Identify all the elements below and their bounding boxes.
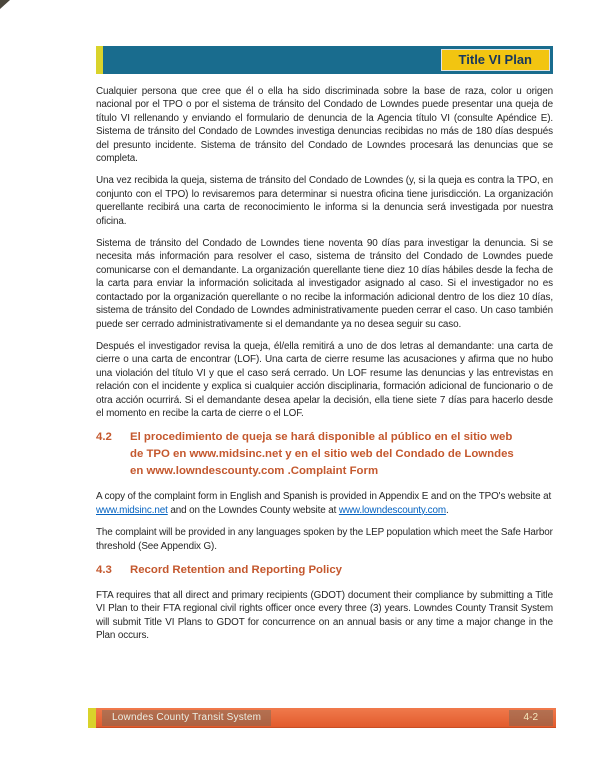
paragraph-complaint-form-availability	[96, 490, 553, 517]
footer-yellow-accent-square	[88, 708, 96, 728]
paragraph-lep-languages: The complaint will be provided in any languages spoken by the LEP population which meet the Safe Harbor threshold (See Appendix G).	[96, 527, 553, 552]
paragraph-complaint-review-es: Una vez recibida la queja, sistema de tránsito del Condado de Lowndes (y, si la queja es contra la TPO, en conjunto con el TPO) lo revisaremos para determinar si nuestra oficina tiene jurisdicción. La organización querellante recibirá una carta de reconocimiento le informa si la denuncia será investigada por nuestra oficina.	[96, 175, 553, 227]
paragraph-investigator-letters-es: Después el investigador revisa la queja, él/ella remitirá a uno de dos letras al demandante: una carta de cierre o una carta de encontrar (LOF). Una carta de cierre resume las acusaciones y afirma que no hubo una violación del título VI y que el caso será cerrado. Un LOF resume las denuncias y las entrevistas en relación con el incidente y explica si cualquier acción disciplinaria, formación adicional de funcionario o de otra acción ocurrirá. Si el demandante desea apelar la decisión, ella tiene siete 7 días para hacerlo desde el momento en recibe la carta de cierre o el LOF.	[96, 340, 553, 419]
paragraph-investigation-period-es: Sistema de tránsito del Condado de Lowndes tiene noventa 90 días para investigar la denuncia. Si se necesita más información para resolver el caso, sistema de tránsito del Condado de Lowndes puede comunicarse con el demandante. La organización querellante tiene diez 10 días hábiles desde la fecha de la carta para enviar la información solicitada al investigador asignado al caso. Si el investigador no es contactado por la organización querellante o no recibe la información adicional dentro de los diez 10 días, sistema de tránsito del Condado de Lowndes administrativamente pueden cerrar el caso. Un caso también puede ser cerrado administrativamente si el demandante ya no desea seguir su caso.	[96, 238, 553, 330]
complaint-form-text-2: and on the Lowndes County website at	[167, 504, 339, 516]
footer-document-label: Lowndes County Transit System	[102, 710, 271, 726]
header-teal-band	[103, 46, 553, 74]
page-header-band	[96, 46, 553, 74]
section-heading-4-2	[96, 429, 553, 480]
page-title: Title VI Plan	[441, 49, 550, 71]
footer-orange-bar	[96, 708, 556, 728]
complaint-form-text-1: A copy of the complaint form in English and Spanish is provided in Appendix E and on the TPO's website at	[96, 491, 552, 503]
complaint-form-text-3: .	[445, 504, 449, 516]
footer-page-number: 4-2	[509, 710, 553, 726]
link-midsinc[interactable]: www.midsinc.net	[96, 504, 168, 516]
document-body	[96, 85, 553, 652]
scan-corner-artifact	[0, 0, 10, 9]
paragraph-complaint-filing-es: Cualquier persona que cree que él o ella ha sido discriminada sobre la base de raza, color u origen nacional por el TPO o por el sistema de tránsito del Condado de Lowndes puede presentar una queja de título VI rellenando y enviando el formulario de denuncia de la Agencia título VI (consulte Apéndice E). Sistema de tránsito del Condado de Lowndes investiga denuncias recibidas no más de 180 días después del presunto incidente. Sistema de tránsito del Condado de Lowndes procesará las denuncias que se completa.	[96, 86, 553, 165]
section-number-4-2: 4.2	[96, 431, 112, 444]
section-title-4-2: El procedimiento de queja se hará disponible al público en el sitio web de TPO en www.midsinc.net y en el sitio web del Condado de Lowndes en www.lowndescounty.com .Complaint Form	[130, 431, 514, 478]
link-lowndescounty[interactable]: www.lowndescounty.com	[338, 504, 446, 516]
header-yellow-accent-bar	[96, 46, 103, 74]
paragraph-fta-requirements: FTA requires that all direct and primary recipients (GDOT) document their compliance by submitting a Title VI Plan to their FTA regional civil rights officer once every three (3) years. Lowndes County Transit System will submit Title VI Plans to GDOT for concurrence on an annual basis or any time a major change in the Plan occurs.	[96, 589, 553, 642]
page-footer	[88, 708, 556, 728]
section-number-4-3: 4.3	[96, 563, 112, 576]
section-heading-4-3	[96, 562, 553, 579]
section-title-4-3: Record Retention and Reporting Policy	[130, 563, 343, 576]
